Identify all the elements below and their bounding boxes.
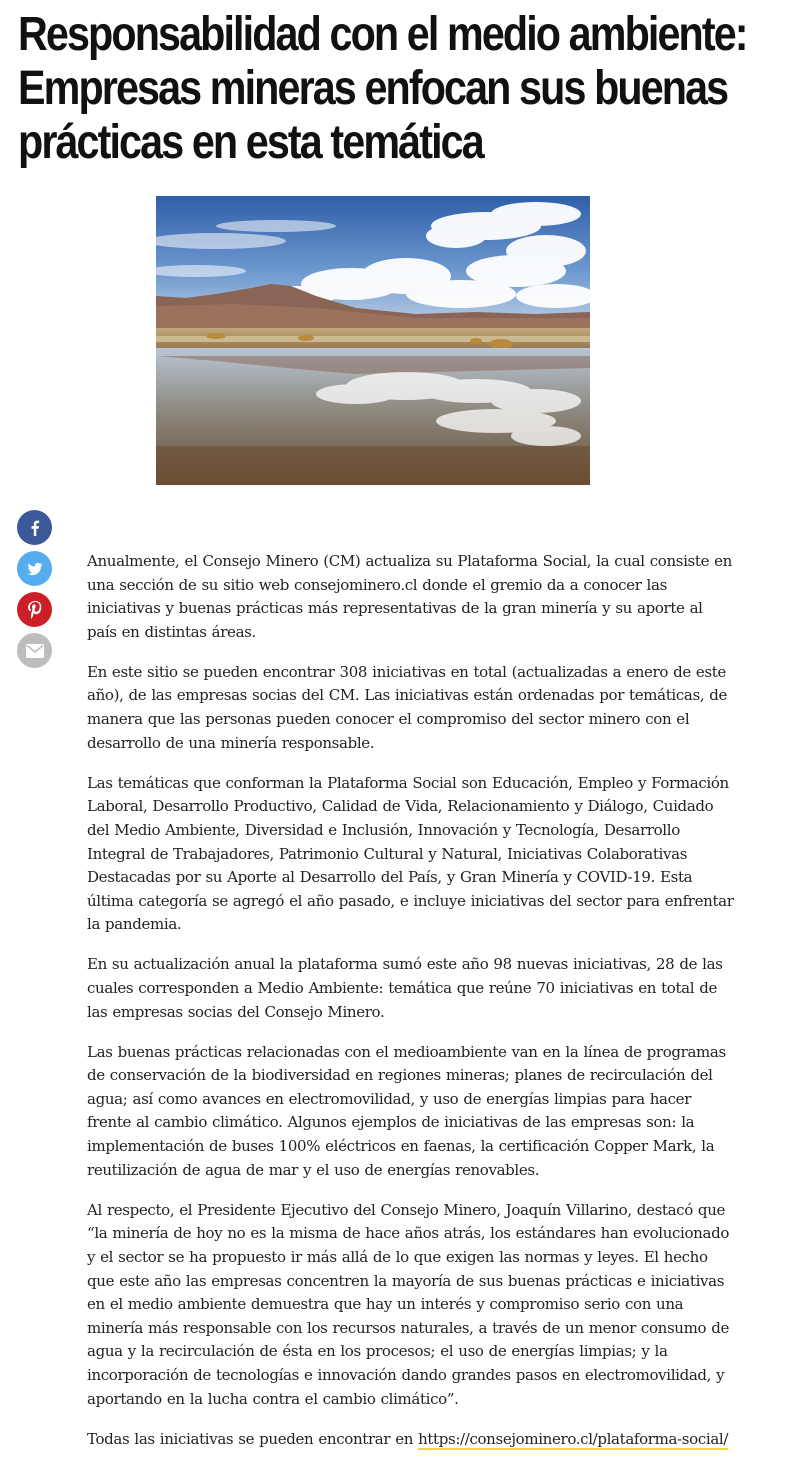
article-body (87, 550, 737, 1468)
share-twitter-button[interactable] (17, 551, 52, 586)
twitter-icon (26, 560, 44, 578)
article-paragraph: Anualmente, el Consejo Minero (CM) actualiza su Plataforma Social, la cual consiste en una sección de su sitio web consejominero.cl donde el gremio da a conocer las iniciativas y buenas prácticas más representativas de la gran minería y su aporte al país en distintas áreas. (87, 552, 732, 641)
article-paragraph: Al respecto, el Presidente Ejecutivo del Consejo Minero, Joaquín Villarino, destacó que “la minería de hoy no es la misma de hace años atrás, los estándares han evolucionado y el sector se ha propuesto ir más allá de lo que exigen las normas y leyes. El hecho que este año las empresas concentren la mayoría de sus buenas prácticas e iniciativas en el medio ambiente demuestra que hay un interés y compromiso serio con una minería más responsable con los recursos naturales, a través de un menor consumo de agua y la recirculación de ésta en los procesos; el uso de energías limpias; y la incorporación de tecnologías e innovación dando grandes pasos en electromovilidad, y aportando en la lucha contra el cambio climático”. (87, 1200, 730, 1408)
share-bar (17, 510, 52, 674)
article-paragraph: Las buenas prácticas relacionadas con el medioambiente van en la línea de programas de conservación de la biodiversidad en regiones mineras; planes de recirculación del agua; así como avances en electromovilidad, y uso de energías limpias para hacer frente al cambio climático. Algunos ejemplos de iniciativas de las empresas son: la implementación de buses 100% eléctricos en faenas, la certificación Copper Mark, la reutilización de agua de mar y el uso de energías renovables. (87, 1042, 726, 1179)
article-headline (18, 8, 747, 170)
pinterest-icon (27, 601, 43, 619)
share-pinterest-button[interactable] (17, 592, 52, 627)
final-text: Todas las iniciativas se pueden encontrar en (87, 1429, 419, 1448)
share-email-button[interactable] (17, 633, 52, 668)
article-paragraph: Las temáticas que conforman la Plataforma Social son Educación, Empleo y Formación Laboral, Desarrollo Productivo, Calidad de Vida, Relacionamiento y Diálogo, Cuidado del Medio Ambiente, Diversidad e Inclusión, Innovación y Tecnología, Desarrollo Integral de Trabajadores, Patrimonio Cultural y Natural, Iniciativas Colaborativas Destacadas por su Aporte al Desarrollo del País, y Gran Minería y COVID-19. Esta última categoría se agregó el año pasado, e incluye iniciativas del sector para enfrentar la pandemia. (87, 773, 734, 934)
headline-line: Empresas mineras enfocan sus buenas (18, 62, 728, 115)
hero-image (156, 196, 590, 485)
email-icon (26, 644, 44, 658)
headline-line: prácticas en esta temática (18, 116, 483, 169)
article-paragraph: En su actualización anual la plataforma sumó este año 98 nuevas iniciativas, 28 de las cuales corresponden a Medio Ambiente: temática que reúne 70 iniciativas en total de las empresas socias del Consejo Minero. (87, 955, 723, 1021)
facebook-icon (26, 519, 44, 537)
share-facebook-button[interactable] (17, 510, 52, 545)
article-final-paragraph (87, 1428, 737, 1452)
article-paragraph: En este sitio se pueden encontrar 308 iniciativas en total (actualizadas a enero de este año), de las empresas socias del CM. Las iniciativas están ordenadas por temáticas, de manera que las personas pueden conocer el compromiso del sector minero con el desarrollo de una minería responsable. (87, 662, 728, 752)
plataforma-social-link[interactable]: https://consejominero.cl/plataforma-social/ (418, 1429, 729, 1448)
headline-line: Responsabilidad con el medio ambiente: (18, 8, 747, 61)
